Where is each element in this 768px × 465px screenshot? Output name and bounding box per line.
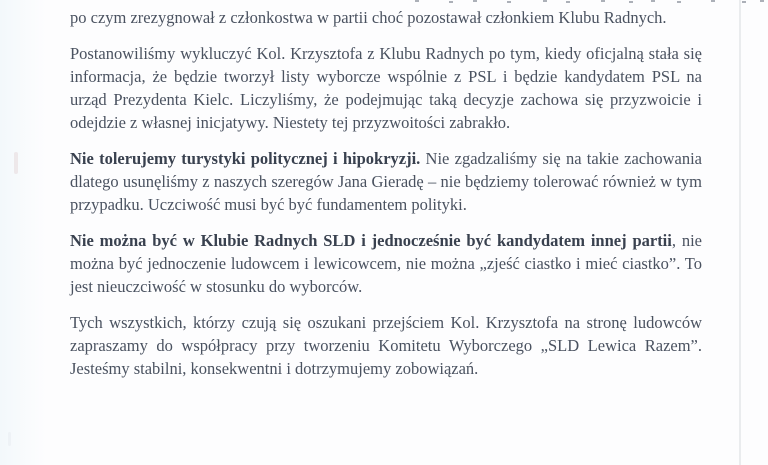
document-text [70,6,702,393]
text-run-bold: Nie tolerujemy turystyki politycznej i hipokryzji. [70,149,421,168]
scan-smudge-artifact [8,432,11,446]
text-run: Postanowiliśmy wykluczyć Kol. Krzysztofa z Klubu Radnych po tym, kiedy oficjalną stała się informacja, że będzie tworzył listy wyborcze wspólnie z PSL i będzie kandydatem PSL na urząd Prezydenta Kielc. Liczyliśmy, że podejmując taką decyzje zachowa się przyzwoicie i odejdzie z własnej inicjatywy. Niestety tej przyzwoitości zabrakło. [70,44,702,132]
text-run-bold: Nie można być w Klubie Radnych SLD i jednocześnie być kandydatem innej partii [70,231,672,250]
text-run: , nie można być jednoczenie ludowcem i lewicowcem, nie można „zjeść ciastko i mieć ciastko”. To jest nieuczciwość w stosunku do wyborców. [70,231,702,296]
text-run: Nie zgadzaliśmy się na takie zachowania dlatego usunęliśmy z naszych szeregów Jana Gieradę – nie będziemy tolerować również w tym przypadku. Uczciwość musi być być fundamentem polityki. [70,149,702,214]
cut-off-line-fragments [415,0,419,2]
scan-smudge-artifact [14,152,18,174]
scan-left-edge-shading [0,0,46,465]
paragraph [70,311,702,380]
paragraph [70,42,702,134]
paragraph [70,147,702,216]
paragraph [70,229,702,298]
scan-fold-line [739,0,741,465]
text-run: Tych wszystkich, którzy czują się oszukani przejściem Kol. Krzysztofa na stronę ludowców zapraszamy do współpracy przy tworzeniu Komitetu Wyborczego „SLD Lewica Razem”. Jesteśmy stabilni, konsekwentni i dotrzymujemy zobowiązań. [70,313,702,378]
text-run: po czym zrezygnował z członkostwa w partii choć pozostawał członkiem Klubu Radnych. [70,8,667,27]
paragraph [70,6,702,29]
